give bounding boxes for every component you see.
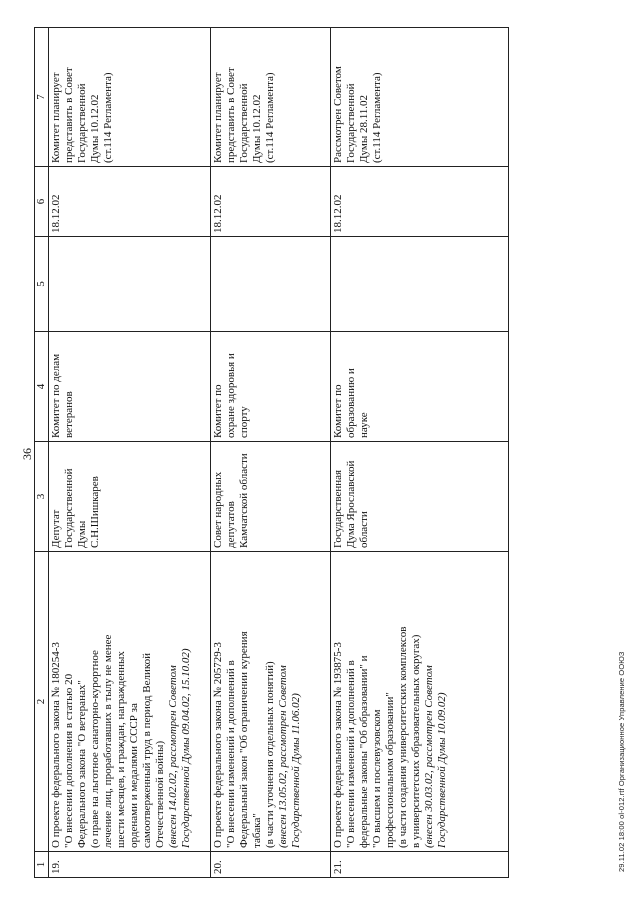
- bill-text-line: орденами и медалями СССР за: [128, 703, 140, 848]
- row-number: 20.: [211, 852, 331, 878]
- table-row: [211, 28, 331, 878]
- initiator-line: Совет народных: [212, 471, 224, 548]
- col5-cell: [49, 237, 211, 332]
- initiator-line: Государственная: [332, 469, 344, 548]
- bill-description: [49, 552, 211, 852]
- status-line: Комитет планирует: [50, 72, 62, 163]
- bill-text-line: профессиональном образовании": [384, 692, 396, 848]
- status-line: (ст.114 Регламента): [371, 72, 383, 163]
- status-line: Думы 28.11.02: [358, 94, 370, 163]
- bill-note-line: (внесен 30.03.02, рассмотрен Советом: [423, 665, 435, 848]
- committee-cell: [211, 332, 331, 442]
- page-number: 36: [20, 448, 34, 460]
- bill-text-line: федеральные законы "Об образовании" и: [358, 655, 370, 848]
- bill-text-line: О проекте федерального закона № 180254-3: [50, 642, 62, 848]
- bill-note-line: Государственной Думы 11.06.02): [290, 693, 302, 848]
- initiator-cell: [211, 442, 331, 552]
- bills-table: [34, 27, 509, 878]
- committee-line: образованию и: [345, 368, 357, 438]
- committee-line: науке: [358, 412, 370, 438]
- bill-text-line: самоотверженный труд в период Великой: [141, 652, 153, 848]
- col-header-2: 2: [35, 552, 49, 852]
- col5-cell: [211, 237, 331, 332]
- bill-text-line: лечение лиц, проработавших в тылу не менее: [102, 634, 114, 848]
- date-line: 18.12.02: [332, 194, 344, 233]
- bill-description: [211, 552, 331, 852]
- bill-text-line: Отечественной войны): [154, 740, 166, 848]
- status-cell: [49, 28, 211, 167]
- committee-line: ветеранов: [63, 391, 75, 438]
- col-header-4: 4: [35, 332, 49, 442]
- status-cell: [331, 28, 509, 167]
- status-line: (ст.114 Регламента): [102, 72, 114, 163]
- status-line: представить в Совет: [225, 67, 237, 163]
- initiator-cell: [331, 442, 509, 552]
- row-number: 21.: [331, 852, 509, 878]
- committee-line: спорту: [238, 406, 250, 438]
- status-line: (ст.114 Регламента): [264, 72, 276, 163]
- bill-note-line: (внесен 14.02.02, рассмотрен Советом: [167, 665, 179, 848]
- date-line: 18.12.02: [212, 194, 224, 233]
- bill-text-line: в университетских образовательных округах): [410, 634, 422, 848]
- status-cell: [211, 28, 331, 167]
- col-header-1: 1: [35, 852, 49, 878]
- column-number-header: [35, 28, 49, 878]
- bill-text-line: шести месяцев, и граждан, награжденных: [115, 651, 127, 848]
- print-footer: 29.11.02 18:00 ol-012.rtf Организационное Управление ООЮЗ: [617, 651, 626, 872]
- date-cell: [331, 167, 509, 237]
- bill-text-line: (в части уточнения отдельных понятий): [264, 661, 276, 848]
- col-header-6: 6: [35, 167, 49, 237]
- status-line: Государственной: [238, 83, 250, 163]
- table-row: [331, 28, 509, 878]
- status-line: Думы 10.12.02: [251, 94, 263, 163]
- status-line: Рассмотрен Советом: [332, 66, 344, 163]
- initiator-line: Думы: [76, 520, 88, 548]
- bill-text-line: Федеральный закон "Об ограничении курения: [238, 631, 250, 848]
- initiator-line: Государственной: [63, 468, 75, 548]
- bill-text-line: "О внесении изменений и дополнений в: [345, 660, 357, 848]
- committee-line: охране здоровья и: [225, 353, 237, 438]
- committee-line: Комитет по: [332, 384, 344, 438]
- initiator-line: депутатов: [225, 501, 237, 548]
- bill-note-line: Государственной Думы 10.09.02): [436, 692, 448, 848]
- committee-line: Комитет по: [212, 384, 224, 438]
- bill-text-line: "О высшем и послевузовском: [371, 709, 383, 848]
- row-number: 19.: [49, 852, 211, 878]
- initiator-line: Дума Ярославской: [345, 460, 357, 548]
- status-line: представить в Совет: [63, 67, 75, 163]
- initiator-line: С.Н.Шишкарев: [89, 476, 101, 548]
- initiator-cell: [49, 442, 211, 552]
- col-header-7: 7: [35, 28, 49, 167]
- bill-text-line: (в части создания университетских комплексов: [397, 626, 409, 848]
- bill-description: [331, 552, 509, 852]
- bill-text-line: О проекте федерального закона № 205729-3: [212, 642, 224, 848]
- committee-line: Комитет по делам: [50, 353, 62, 438]
- committee-cell: [49, 332, 211, 442]
- table-row: [49, 28, 211, 878]
- col-header-5: 5: [35, 237, 49, 332]
- bill-text-line: табака": [251, 813, 263, 848]
- bill-text-line: Федерального закона "О ветеранах": [76, 680, 88, 848]
- bill-note-line: (внесен 13.05.02, рассмотрен Советом: [277, 665, 289, 848]
- initiator-line: Камчатской области: [238, 453, 250, 548]
- bill-text-line: О проекте федерального закона № 193875-3: [332, 642, 344, 848]
- status-line: Комитет планирует: [212, 72, 224, 163]
- status-line: Государственной: [76, 83, 88, 163]
- col5-cell: [331, 237, 509, 332]
- bill-note-line: Государственной Думы 09.04.02, 15.10.02): [180, 648, 192, 848]
- bill-text-line: "О внесении дополнения в статью 20: [63, 673, 75, 848]
- bill-text-line: "О внесении изменений и дополнений в: [225, 660, 237, 848]
- date-line: 18.12.02: [50, 194, 62, 233]
- bill-text-line: (о праве на льготное санаторно-курортное: [89, 650, 101, 848]
- date-cell: [49, 167, 211, 237]
- initiator-line: области: [358, 511, 370, 548]
- committee-cell: [331, 332, 509, 442]
- date-cell: [211, 167, 331, 237]
- col-header-3: 3: [35, 442, 49, 552]
- status-line: Государственной: [345, 83, 357, 163]
- status-line: Думы 10.12.02: [89, 94, 101, 163]
- initiator-line: Депутат: [50, 509, 62, 548]
